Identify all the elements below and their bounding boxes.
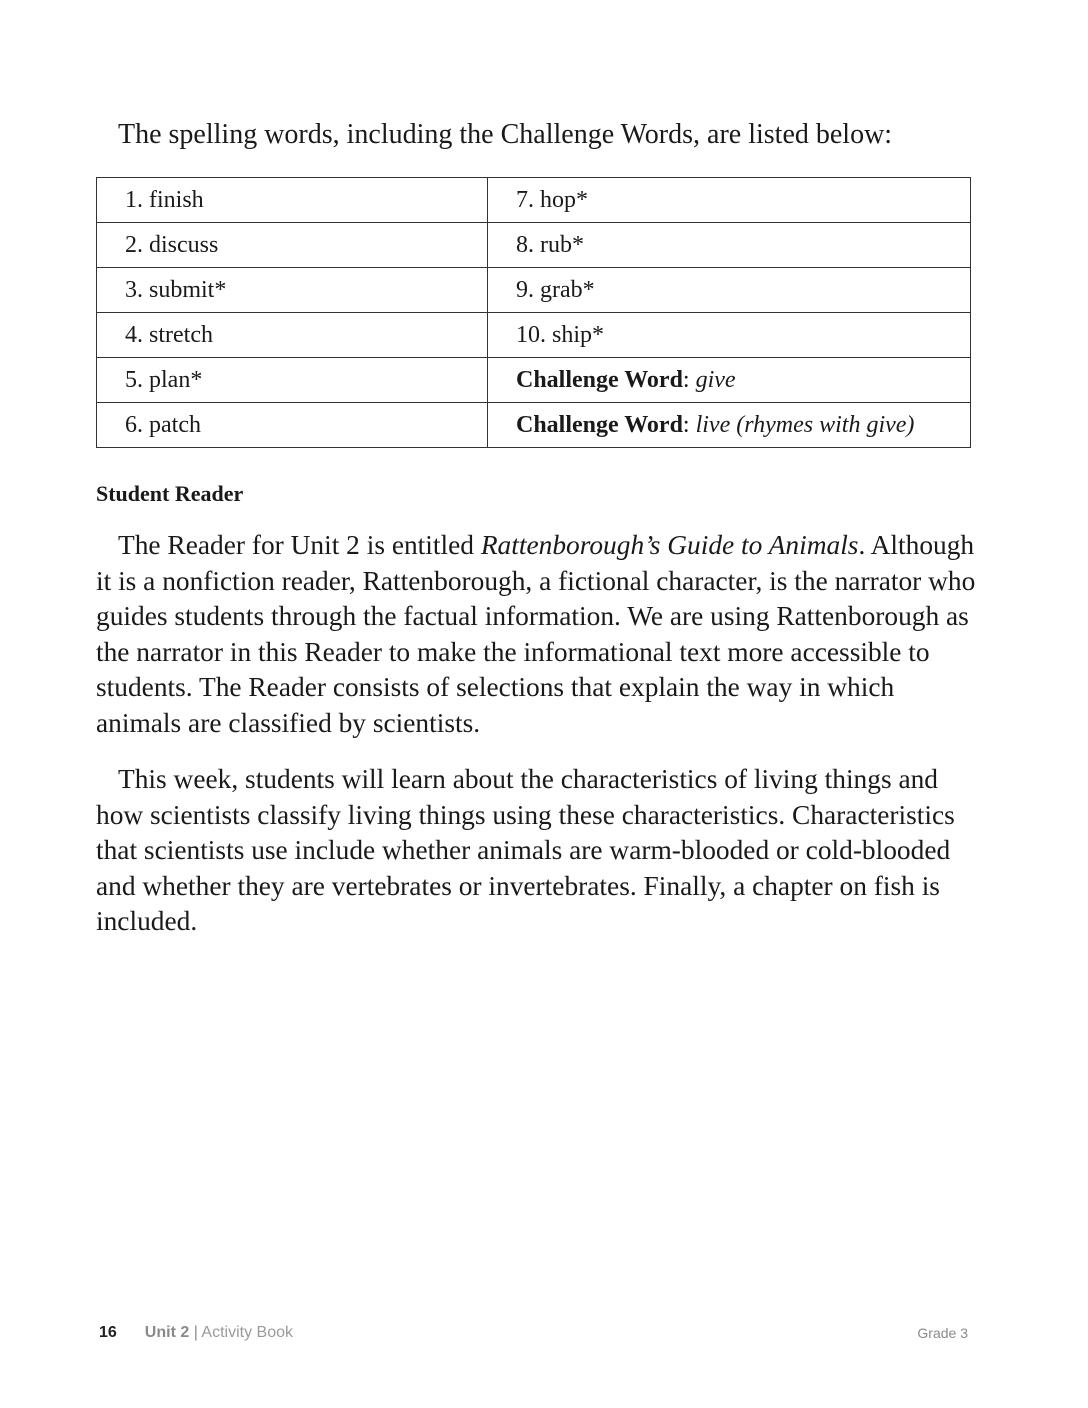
spelling-word-cell: 1. finish [97, 178, 488, 223]
spelling-word-cell: 5. plan* [97, 358, 488, 403]
footer-grade: Grade 3 [917, 1325, 968, 1341]
table-row [97, 268, 971, 313]
book-title: Rattenborough’s Guide to Animals [480, 530, 859, 560]
challenge-word-label: Challenge Word [516, 411, 683, 438]
table-row [97, 313, 971, 358]
spelling-word-cell: 2. discuss [97, 223, 488, 268]
table-row [97, 403, 971, 448]
spelling-word-cell: 3. submit* [97, 268, 488, 313]
footer-book: Activity Book [201, 1324, 294, 1341]
spelling-word-cell: 4. stretch [97, 313, 488, 358]
challenge-word-separator: : [682, 366, 696, 393]
spelling-word-cell: 9. grab* [488, 268, 971, 313]
challenge-word: live (rhymes with give) [695, 411, 915, 438]
table-row [97, 358, 971, 403]
paragraph-text: The Reader for Unit 2 is entitled [118, 530, 481, 560]
section-heading: Student Reader [96, 481, 244, 506]
spelling-word-cell: 7. hop* [488, 178, 971, 223]
challenge-word-cell [488, 358, 971, 403]
challenge-word-separator: : [682, 411, 696, 438]
spelling-words-table [96, 177, 971, 448]
challenge-word: give [695, 366, 736, 393]
table-row [97, 223, 971, 268]
week-paragraph: This week, students will learn about the characteristics of living things and how scientists classify living things using these characteristics. Characteristics that scientists use include whether animals are warm-blooded or cold-blooded and whether they are vertebrates or invertebrates. Finally, a chapter on fish is included. [96, 764, 955, 937]
table-row [97, 178, 971, 223]
intro-sentence: The spelling words, including the Challenge Words, are listed below: [118, 119, 893, 150]
paragraph-text: . Although it is a nonfiction reader, Rattenborough, a fictional character, is the narrator who guides students through the factual information. We are using Rattenborough as the narrator in this Reader to make the informational text more accessible to students. The Reader consists of selections that explain the way in which animals are classified by scientists. [96, 530, 976, 738]
footer-unit: Unit 2 [144, 1324, 190, 1341]
page-number: 16 [99, 1324, 117, 1341]
reader-paragraph [96, 528, 986, 742]
footer-separator: | [189, 1324, 202, 1341]
spelling-word-cell: 6. patch [97, 403, 488, 448]
spelling-word-cell: 8. rub* [488, 223, 971, 268]
spelling-word-cell: 10. ship* [488, 313, 971, 358]
page-footer [99, 1322, 293, 1344]
challenge-word-label: Challenge Word [516, 366, 683, 393]
challenge-word-cell [488, 403, 971, 448]
